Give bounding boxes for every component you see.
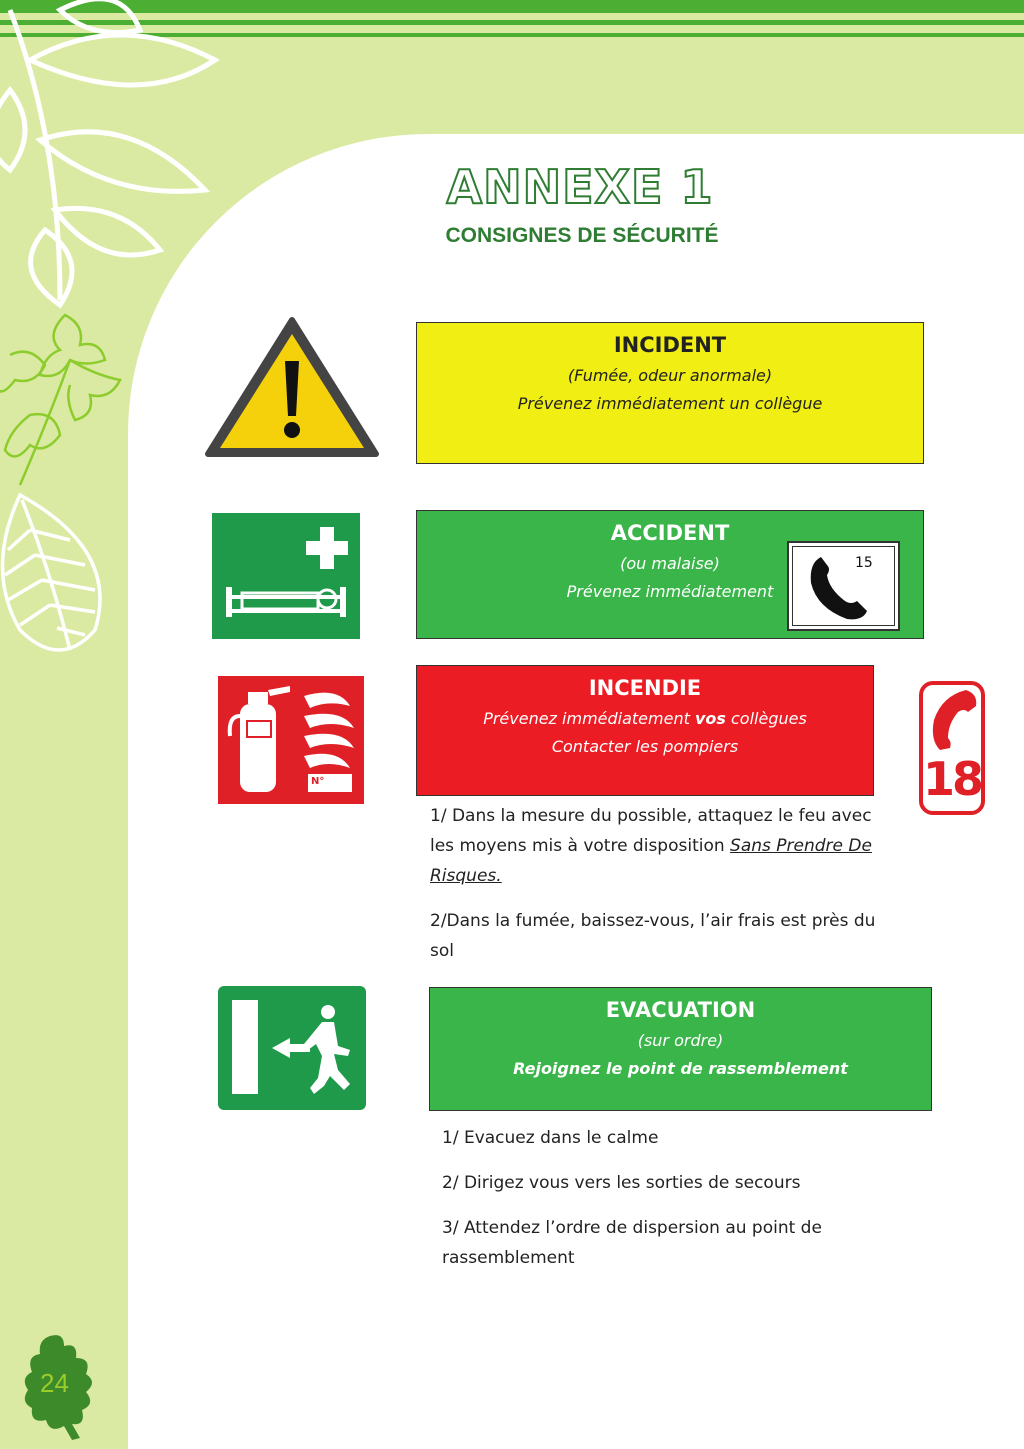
incendie-box xyxy=(416,665,874,796)
incident-box xyxy=(416,322,924,464)
incendie-line1: Prévenez immédiatement vos collègues xyxy=(483,709,807,728)
incident-line2: Prévenez immédiatement un collègue xyxy=(517,394,823,413)
incendie-step-2: 2/Dans la fumée, baissez-vous, l’air frais est près du sol xyxy=(430,911,876,961)
phone-15-icon xyxy=(787,541,900,631)
evacuation-line1: (sur ordre) xyxy=(637,1031,724,1050)
page-subtitle: CONSIGNES DE SÉCURITÉ xyxy=(445,224,719,247)
first-aid-stretcher-icon xyxy=(212,513,360,639)
leaf-decoration-icon xyxy=(0,305,130,490)
evacuation-step-1: 1/ Evacuez dans le calme xyxy=(442,1128,659,1148)
incident-line1: (Fumée, odeur anormale) xyxy=(567,366,773,385)
evacuation-step-2: 2/ Dirigez vous vers les sorties de secours xyxy=(442,1173,801,1193)
evacuation-heading: EVACUATION xyxy=(605,998,756,1022)
extinguisher-label: N° xyxy=(311,776,325,787)
phone-18-number: 18 xyxy=(923,752,982,806)
phone-15-number: 15 xyxy=(855,555,873,571)
accident-line1: (ou malaise) xyxy=(620,554,720,573)
incident-heading: INCIDENT xyxy=(613,333,727,357)
phone-18-icon xyxy=(918,680,986,816)
incendie-step-1: 1/ Dans la mesure du possible, attaquez le feu avec les moyens mis à votre disposition Sans Prendre De Risques. xyxy=(430,806,872,886)
fire-extinguisher-icon xyxy=(218,676,364,804)
accident-heading: ACCIDENT xyxy=(610,521,730,545)
leaf-decoration-icon xyxy=(0,0,230,320)
accident-line2: Prévenez immédiatement xyxy=(566,582,774,601)
leaf-decoration-icon xyxy=(0,490,120,660)
evacuation-step-3: 3/ Attendez l’ordre de dispersion au point de rassemblement xyxy=(442,1218,822,1268)
evacuation-box xyxy=(429,987,932,1111)
page-title: ANNEXE 1 xyxy=(446,160,714,214)
page-number: 24 xyxy=(40,1368,69,1398)
incendie-heading: INCENDIE xyxy=(588,676,702,700)
warning-triangle-icon xyxy=(204,316,380,460)
emergency-exit-icon xyxy=(218,986,366,1110)
incendie-line2: Contacter les pompiers xyxy=(551,737,739,756)
evacuation-line2: Rejoignez le point de rassemblement xyxy=(513,1059,848,1078)
